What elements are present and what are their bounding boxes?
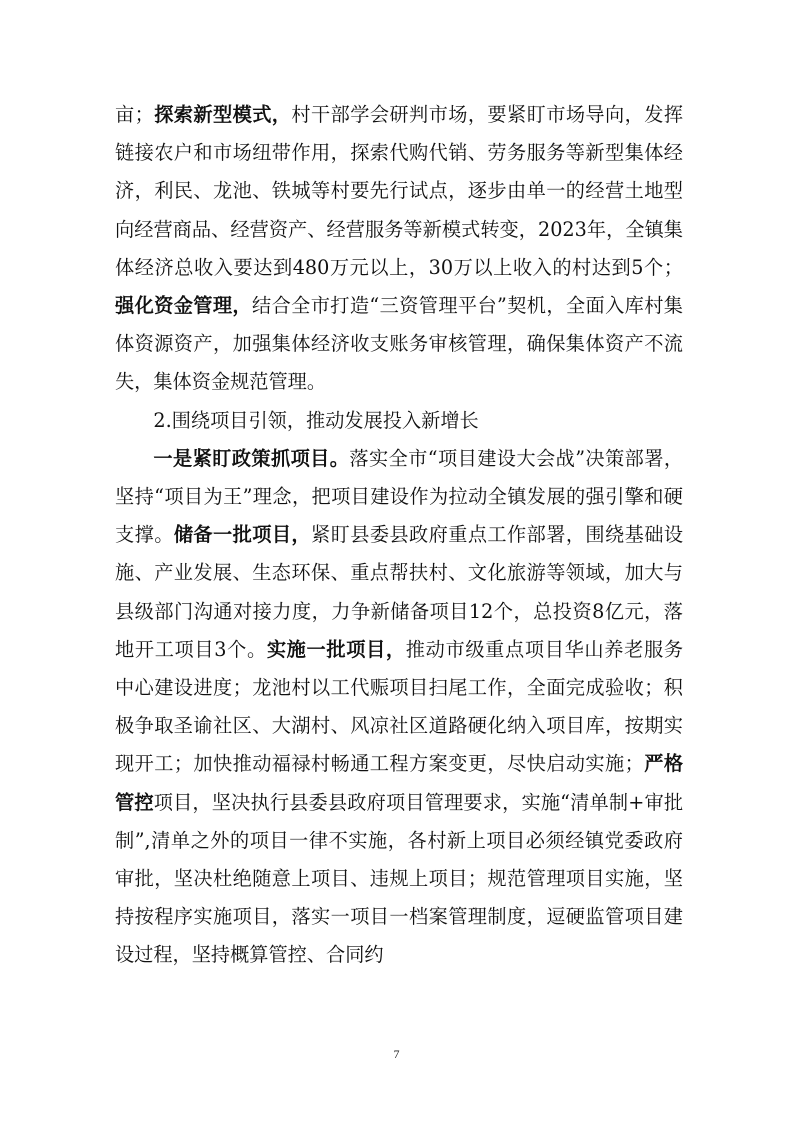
bold-phrase: 储备一批项目， <box>173 523 312 547</box>
text-run: 推动市级重点项目华山养老服务中心建设进度；龙池村以工代赈项目扫尾工作，全面完成验收；积极争取圣谕社区、大湖村、风凉社区道路硬化纳入项目库，按期实现开工；加快推动福禄村畅通工程方案变更，尽快启动实施； <box>115 637 684 776</box>
text-run: 亩； <box>115 103 154 126</box>
paragraph-3 <box>115 440 683 975</box>
bold-phrase: 实施一批项目， <box>266 637 406 661</box>
bold-phrase: 严格管控 <box>115 752 684 814</box>
text-run: 紧盯县委县政府重点工作部署，围绕基础设施、产业发展、生态环保、重点帮扶村、文化旅游等领域，加大与县级部门沟通对接力度，力争新储备项目12个，总投资8亿元，落地开工项目3个。 <box>115 523 684 661</box>
document-body <box>115 96 683 975</box>
bold-phrase: 探索新型模式， <box>153 103 292 126</box>
text-run: 项目，坚决执行县委县政府项目管理要求，实施“清单制+审批制”,清单之外的项目一律不实施，各村新上项目必须经镇党委政府审批，坚决杜绝随意上项目、违规上项目；规范管理项目实施，坚持按程序实施项目，落实一项目一档案管理制度，逗硬监管项目建设过程，坚持概算管控、合同约 <box>115 790 684 967</box>
section-heading <box>115 402 683 440</box>
bold-phrase: 一是紧盯政策抓项目。 <box>153 446 350 470</box>
page-number: 7 <box>393 1047 400 1061</box>
text-run: 村干部学会研判市场，要紧盯市场导向，发挥链接农户和市场纽带作用，探索代购代销、劳务服务等新型集体经济，利民、龙池、铁城等村要先行试点，逐步由单一的经营土地型向经营商品、经营资产、经营服务等新模式转变，2023年，全镇集体经济总收入要达到480万元以上，30万以上收入的村达到5个； <box>115 103 684 279</box>
text-run: 落实全市“项目建设大会战”决策部署，坚持“项目为王”理念，把项目建设作为拉动全镇发展的强引擎和硬支撑。 <box>115 446 684 547</box>
bold-phrase: 强化资金管理， <box>115 294 252 318</box>
heading-text: 2.围绕项目引领，推动发展投入新增长 <box>153 408 479 432</box>
text-run: 结合全市打造“三资管理平台”契机，全面入库村集体资源资产，加强集体经济收支账务审核管理，确保集体资产不流失，集体资金规范管理。 <box>115 294 683 394</box>
paragraph-1 <box>115 96 683 402</box>
